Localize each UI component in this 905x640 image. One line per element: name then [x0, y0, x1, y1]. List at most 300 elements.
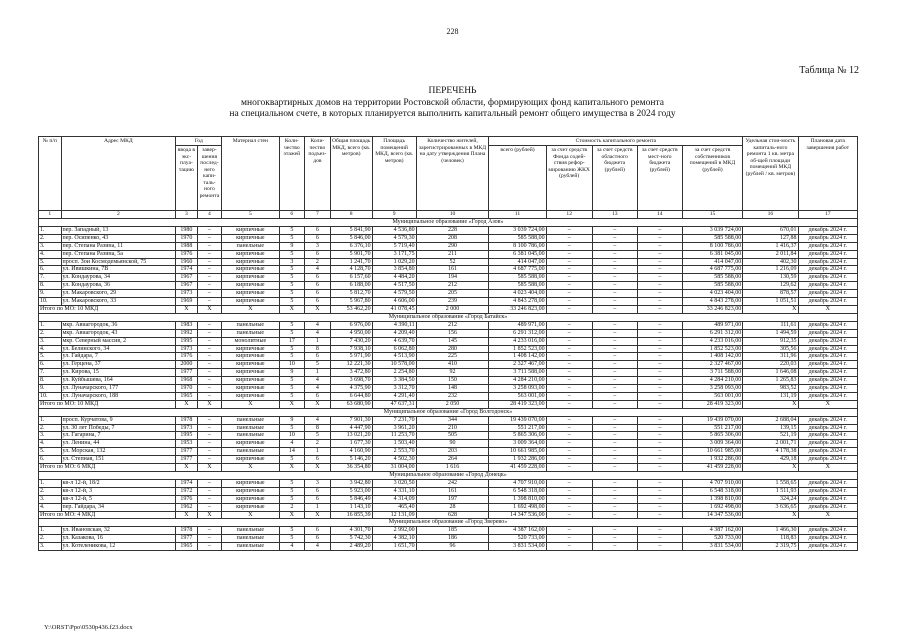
table-cell: 4 [305, 329, 331, 337]
table-cell: – [637, 495, 682, 503]
table-cell: 2. [39, 535, 62, 543]
total-cell: X [798, 400, 858, 408]
total-cell: X [222, 464, 279, 472]
table-cell: панельные [222, 527, 279, 535]
table-cell: – [197, 282, 222, 290]
table-cell: – [592, 440, 637, 448]
table-cell: 1974 [176, 266, 197, 274]
table-cell: 111,61 [743, 321, 798, 329]
table-cell: 4 [305, 543, 331, 551]
total-cell: X [176, 511, 197, 519]
table-cell: панельные [222, 535, 279, 543]
table-cell: 242 [416, 479, 489, 487]
total-cell: 53 462,20 [330, 305, 372, 313]
table-cell: 1995 [176, 432, 197, 440]
table-cell: 5 742,30 [330, 535, 372, 543]
table-cell: 1 677,30 [330, 440, 372, 448]
table-cell: 3 711 588,00 [682, 369, 742, 377]
table-cell: декабрь 2024 г. [798, 440, 858, 448]
total-cell: X [798, 464, 858, 472]
total-cell: – [546, 400, 592, 408]
table-cell: 14 [279, 448, 305, 456]
table-cell: 205 [416, 290, 489, 298]
table-cell: 10 578,00 [372, 361, 416, 369]
table-cell: 1 494,59 [743, 329, 798, 337]
table-cell: – [546, 274, 592, 282]
table-cell: 465,40 [372, 503, 416, 511]
table-cell: – [592, 353, 637, 361]
table-cell: 6 [305, 250, 331, 258]
total-label: Итого по МО: 10 МКД [39, 400, 176, 408]
table-cell: 1960 [176, 258, 197, 266]
table-cell: 5 841,90 [330, 226, 372, 234]
table-cell: 130,59 [743, 274, 798, 282]
table-cell: декабрь 2024 г. [798, 527, 858, 535]
table-cell: 6 548 318,00 [682, 487, 742, 495]
total-cell: X [279, 400, 305, 408]
table-cell: 10 661 985,00 [489, 448, 546, 456]
table-cell: 10 [279, 361, 305, 369]
table-cell: кирпичные [222, 385, 279, 393]
table-cell: 489 971,00 [682, 321, 742, 329]
table-cell: – [592, 487, 637, 495]
table-cell: 4 291,40 [372, 392, 416, 400]
table-cell: декабрь 2024 г. [798, 495, 858, 503]
table-cell: кирпичные [222, 361, 279, 369]
table-cell: – [197, 440, 222, 448]
table-cell: декабрь 2024 г. [798, 448, 858, 456]
table-cell: декабрь 2024 г. [798, 250, 858, 258]
table-cell: 2 688,04 [743, 416, 798, 424]
table-cell: 228 [416, 226, 489, 234]
table-cell: 1968 [176, 377, 197, 385]
table-cell: ул. Луначарского, 188 [61, 392, 176, 400]
table-cell: кирпичные [222, 298, 279, 306]
table-cell: 1 398 810,00 [682, 495, 742, 503]
table-row [39, 274, 858, 282]
table-cell: – [197, 266, 222, 274]
table-cell: декабрь 2024 г. [798, 535, 858, 543]
table-cell: – [197, 258, 222, 266]
table-cell: – [592, 361, 637, 369]
table-cell: 7. [39, 274, 62, 282]
table-cell: – [592, 337, 637, 345]
table-cell: 90 [416, 440, 489, 448]
table-cell: 4. [39, 250, 62, 258]
column-number: 9 [372, 211, 416, 219]
total-cell: – [592, 400, 637, 408]
table-cell: 185 [416, 527, 489, 535]
table-row [39, 487, 858, 495]
table-cell: 1 [305, 448, 331, 456]
table-cell: 5 [305, 361, 331, 369]
table-cell: – [546, 282, 592, 290]
table-cell: 4 [305, 377, 331, 385]
table-cell: 5 [279, 298, 305, 306]
table-cell: 4 707 910,00 [489, 479, 546, 487]
table-cell: 6 [305, 527, 331, 535]
table-cell: 324,24 [743, 495, 798, 503]
table-cell: пер. Степана Разина, 11 [61, 242, 176, 250]
table-cell: – [197, 369, 222, 377]
table-cell: 5 146,20 [330, 456, 372, 464]
table-cell: 4 484,20 [372, 274, 416, 282]
table-cell: – [592, 392, 637, 400]
table-cell: – [546, 535, 592, 543]
table-cell: 2 [305, 440, 331, 448]
table-cell: пер. Степана Разина, 5а [61, 250, 176, 258]
table-row [39, 337, 858, 345]
table-cell: – [546, 242, 592, 250]
table-cell: 5 846,00 [330, 234, 372, 242]
table-cell: пер. Осипенко, 43 [61, 234, 176, 242]
table-cell: декабрь 2024 г. [798, 337, 858, 345]
table-cell: ул. 30 лет Победы, 7 [61, 424, 176, 432]
total-label: Итого по МО: 10 МКД [39, 305, 176, 313]
table-cell: 5 865 306,00 [682, 432, 742, 440]
table-cell: 3. [39, 432, 62, 440]
table-cell: – [637, 353, 682, 361]
table-cell: – [592, 543, 637, 551]
table-cell: – [637, 329, 682, 337]
table-cell: 2 [305, 258, 331, 266]
table-cell: 7 231,70 [372, 416, 416, 424]
table-cell: 414 047,00 [682, 258, 742, 266]
municipality-name: Муниципальное образование «Город Зверево» [39, 519, 858, 527]
table-cell: 4 513,90 [372, 353, 416, 361]
table-cell: – [197, 290, 222, 298]
table-cell: 7 430,20 [330, 337, 372, 345]
table-cell: 5 967,80 [330, 298, 372, 306]
table-cell: 5 [279, 392, 305, 400]
table-cell: 5 [279, 345, 305, 353]
table-cell: – [592, 432, 637, 440]
table-cell: – [197, 495, 222, 503]
table-cell: кирпичные [222, 282, 279, 290]
table-cell: – [546, 495, 592, 503]
total-cell: – [546, 511, 592, 519]
table-row [39, 250, 858, 258]
table-cell: – [546, 290, 592, 298]
table-cell: 148 [416, 385, 489, 393]
table-row [39, 543, 858, 551]
table-cell: 1977 [176, 456, 197, 464]
table-cell: – [197, 353, 222, 361]
table-cell: 489 971,00 [489, 321, 546, 329]
table-cell: декабрь 2024 г. [798, 266, 858, 274]
table-cell: – [592, 274, 637, 282]
total-cell: X [222, 305, 279, 313]
table-cell: 4 301,70 [330, 527, 372, 535]
table-cell: 5 [279, 321, 305, 329]
table-cell: 429,18 [743, 456, 798, 464]
total-cell: 2 000 [416, 305, 489, 313]
table-cell: 1977 [176, 535, 197, 543]
table-cell: 7 938,10 [330, 345, 372, 353]
total-cell: X [305, 464, 331, 472]
table-cell: 6 [305, 535, 331, 543]
table-cell: 3 961,20 [372, 424, 416, 432]
table-cell: 203 [416, 448, 489, 456]
header-year-built: ввода в экс-плуа-тацию [176, 146, 197, 211]
table-row [39, 416, 858, 424]
table-row [39, 424, 858, 432]
table-row [39, 353, 858, 361]
table-cell: просп. Зои Космодемьянской, 75 [61, 258, 176, 266]
header-cost-region: за счет средств областного бюджета (рублей) [592, 146, 637, 211]
table-cell: – [546, 266, 592, 274]
table-cell: декабрь 2024 г. [798, 353, 858, 361]
total-cell: 12 131,09 [372, 511, 416, 519]
total-cell: – [592, 464, 637, 472]
table-cell: кирпичные [222, 234, 279, 242]
table-cell: 127,88 [743, 234, 798, 242]
table-cell: – [197, 527, 222, 535]
table-cell: 4 [305, 385, 331, 393]
table-cell: 6 [305, 487, 331, 495]
table-cell: 6 [305, 274, 331, 282]
table-cell: – [592, 495, 637, 503]
total-cell: 36 354,80 [330, 464, 372, 472]
table-cell: 3 711 588,00 [489, 369, 546, 377]
table-cell: ул. Гагарина, 7 [61, 432, 176, 440]
total-cell: X [305, 305, 331, 313]
table-cell: 1976 [176, 353, 197, 361]
table-cell: 1 [305, 503, 331, 511]
table-cell: 1976 [176, 250, 197, 258]
table-cell: 6 [305, 298, 331, 306]
table-cell: 6 [305, 353, 331, 361]
table-cell: 197 [416, 495, 489, 503]
table-cell: декабрь 2024 г. [798, 385, 858, 393]
table-cell: 1967 [176, 274, 197, 282]
table-cell: 2000 [176, 361, 197, 369]
table-cell: 585 588,00 [489, 274, 546, 282]
table-cell: 9. [39, 290, 62, 298]
table-cell: кирпичные [222, 353, 279, 361]
table-cell: кирпичные [222, 250, 279, 258]
total-cell: – [546, 305, 592, 313]
table-cell: декабрь 2024 г. [798, 274, 858, 282]
table-cell: 6. [39, 456, 62, 464]
table-cell: 2 489,20 [330, 543, 372, 551]
table-cell: – [637, 242, 682, 250]
table-cell: 4 [305, 266, 331, 274]
table-cell: 6 644,80 [330, 392, 372, 400]
table-cell: 6 [305, 456, 331, 464]
table-cell: 2. [39, 329, 62, 337]
table-cell: пер. Гайдара, 34 [61, 503, 176, 511]
table-cell: 2 327 467,00 [682, 361, 742, 369]
table-cell: ул. Степная, 151 [61, 456, 176, 464]
table-cell: 5 812,70 [330, 290, 372, 298]
table-cell: 3 942,80 [330, 479, 372, 487]
column-number-row [39, 211, 858, 219]
table-cell: 1969 [176, 298, 197, 306]
table-cell: 1. [39, 479, 62, 487]
table-cell: 5 [305, 432, 331, 440]
table-cell: декабрь 2024 г. [798, 503, 858, 511]
total-label: Итого по МО: 4 МКД [39, 511, 176, 519]
table-cell: 220,03 [743, 361, 798, 369]
table-cell: – [197, 487, 222, 495]
table-cell: декабрь 2024 г. [798, 456, 858, 464]
table-cell: 4 331,10 [372, 487, 416, 495]
title-line-1: ПЕРЕЧЕНЬ [428, 86, 477, 96]
table-cell: 6 [305, 234, 331, 242]
table-cell: кирпичные [222, 479, 279, 487]
table-cell: – [197, 361, 222, 369]
municipality-row [39, 313, 858, 321]
table-cell: 1. [39, 416, 62, 424]
table-cell: 4 [279, 543, 305, 551]
table-cell: – [546, 448, 592, 456]
table-cell: – [197, 424, 222, 432]
table-cell: 585 588,00 [682, 274, 742, 282]
table-cell: 1 932 286,00 [682, 456, 742, 464]
table-cell: 6 157,60 [330, 274, 372, 282]
table-number: Таблица № 12 [799, 65, 859, 76]
table-cell: 264 [416, 456, 489, 464]
table-cell: просп. Курчатова, 9 [61, 416, 176, 424]
table-cell: кирпичные [222, 258, 279, 266]
table-cell: 5 [279, 329, 305, 337]
table-cell: 13 021,20 [330, 432, 372, 440]
table-cell: 6 [305, 226, 331, 234]
total-cell: X [197, 305, 222, 313]
table-cell: ул. Ивишкина, 7В [61, 266, 176, 274]
table-cell: – [546, 337, 592, 345]
table-cell: 4 178,38 [743, 448, 798, 456]
table-cell: 4 579,50 [372, 290, 416, 298]
table-cell: панельные [222, 329, 279, 337]
table-cell: кирпичные [222, 440, 279, 448]
table-cell: 5 [279, 377, 305, 385]
table-cell: 6 [305, 282, 331, 290]
table-cell: кв-л 12-й, 18/2 [61, 479, 176, 487]
table-cell: 6. [39, 361, 62, 369]
column-number: 16 [743, 211, 798, 219]
table-cell: 6 376,10 [330, 242, 372, 250]
municipality-row [39, 472, 858, 480]
table-cell: декабрь 2024 г. [798, 258, 858, 266]
table-row [39, 290, 858, 298]
table-cell: декабрь 2024 г. [798, 234, 858, 242]
total-cell: X [176, 400, 197, 408]
table-cell: 4 128,70 [330, 266, 372, 274]
table-cell: 118,83 [743, 535, 798, 543]
table-row [39, 432, 858, 440]
table-cell: 19 439 070,00 [682, 416, 742, 424]
table-cell: 5 [279, 250, 305, 258]
table-cell: – [592, 234, 637, 242]
table-cell: 1 408 142,00 [489, 353, 546, 361]
table-cell: 6 062,80 [372, 345, 416, 353]
document-title [0, 86, 905, 121]
header-year: Год [176, 137, 222, 146]
table-cell: 6 [305, 495, 331, 503]
table-row [39, 234, 858, 242]
table-cell: 3. [39, 543, 62, 551]
table-cell: 585 588,00 [682, 282, 742, 290]
column-number: 7 [305, 211, 331, 219]
table-cell: мкр. Северный массив, 2 [61, 337, 176, 345]
table-cell: – [637, 226, 682, 234]
total-cell: 33 246 823,00 [682, 305, 742, 313]
header-unit-cost: Удельная стои-мость капиталь-ного ремонта 1 кв. метра об-щей площади помещений МКД (рублей / кв. метров) [743, 137, 798, 211]
table-cell: 1 216,09 [743, 266, 798, 274]
table-cell: – [592, 258, 637, 266]
table-cell: 1 932 286,00 [489, 456, 546, 464]
table-cell: панельные [222, 321, 279, 329]
table-cell: 5 971,90 [330, 353, 372, 361]
title-line-3: на специальном счете, в которых планируется выполнить капитальный ремонт общего имущества в 2024 году [229, 109, 676, 119]
table-cell: – [197, 321, 222, 329]
table-cell: – [592, 321, 637, 329]
table-row [39, 258, 858, 266]
total-cell: 16 855,39 [330, 511, 372, 519]
table-cell: 5 719,40 [372, 242, 416, 250]
table-cell: 7. [39, 369, 62, 377]
table-cell: 410 [416, 361, 489, 369]
table-cell: 4 233 016,00 [682, 337, 742, 345]
table-cell: – [197, 535, 222, 543]
table-cell: 1974 [176, 479, 197, 487]
table-cell: 3 636,65 [743, 503, 798, 511]
table-cell: 670,01 [743, 226, 798, 234]
total-label: Итого по МО: 6 МКД [39, 464, 176, 472]
table-cell: декабрь 2024 г. [798, 392, 858, 400]
total-cell: – [592, 305, 637, 313]
table-cell: 1 143,10 [330, 503, 372, 511]
table-row [39, 527, 858, 535]
table-cell: 1953 [176, 440, 197, 448]
table-cell: – [637, 266, 682, 274]
table-cell: – [546, 377, 592, 385]
table-cell: 4 023 404,00 [682, 290, 742, 298]
municipality-name: Муниципальное образование «Город Донецк» [39, 472, 858, 480]
table-cell: – [546, 321, 592, 329]
table-cell: 1976 [176, 495, 197, 503]
table-cell: – [546, 424, 592, 432]
table-cell: 5. [39, 448, 62, 456]
header-entrances: Коли-чество подъез-дов [305, 137, 331, 211]
table-cell: 1. [39, 527, 62, 535]
column-number: 3 [176, 211, 197, 219]
table-cell: 4 639,70 [372, 337, 416, 345]
table-row [39, 535, 858, 543]
table-cell: декабрь 2024 г. [798, 329, 858, 337]
table-cell: – [197, 503, 222, 511]
table-cell: 6. [39, 266, 62, 274]
table-cell: 156 [416, 329, 489, 337]
table-cell: 239 [416, 298, 489, 306]
total-cell: 14 347 536,00 [489, 511, 546, 519]
table-cell: 1967 [176, 282, 197, 290]
table-cell: ул. Гайдара, 7 [61, 353, 176, 361]
table-cell: 232 [416, 392, 489, 400]
table-cell: 2 254,80 [372, 369, 416, 377]
column-number: 12 [546, 211, 592, 219]
column-number: 15 [682, 211, 742, 219]
table-cell: 1 [305, 369, 331, 377]
total-cell: 28 419 323,00 [489, 400, 546, 408]
table-cell: панельные [222, 448, 279, 456]
table-cell: 1 029,20 [372, 258, 416, 266]
table-cell: – [637, 345, 682, 353]
total-cell: – [637, 464, 682, 472]
table-cell: кирпичные [222, 487, 279, 495]
